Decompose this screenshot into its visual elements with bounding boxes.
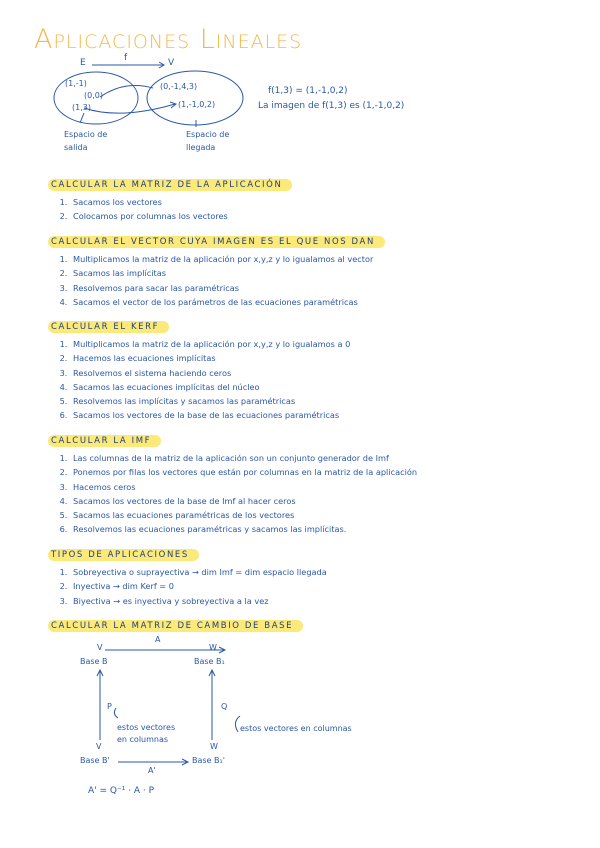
section-heading: CALCULAR LA IMF	[48, 435, 161, 447]
section-image	[48, 428, 417, 537]
domain-point-3: (1,3)	[72, 103, 91, 112]
list-item: 2. Inyectiva → dim Kerf = 0	[70, 579, 327, 593]
section-types	[48, 542, 327, 608]
base-change-formula: A' = Q⁻¹ · A · P	[88, 786, 155, 796]
codomain-caption: Espacio de llegada	[186, 130, 230, 152]
list-item: 2. Ponemos por filas los vectores que están por columnas en la matriz de la aplicación	[70, 465, 417, 479]
list-item: 2. Hacemos las ecuaciones implícitas	[70, 351, 350, 365]
codomain-point-2: (1,-1,0,2)	[178, 100, 216, 109]
steps-list	[48, 337, 350, 423]
domain-point-1: (1,-1)	[65, 79, 87, 88]
steps-list	[48, 451, 417, 537]
steps-list	[48, 565, 327, 608]
list-item: 6. Resolvemos las ecuaciones paramétricas y sacamos las implícitas.	[70, 522, 417, 536]
note-image-1: f(1,3) = (1,-1,0,2)	[268, 86, 348, 96]
right-note: estos vectores en columnas	[240, 724, 352, 733]
list-item: 3. Hacemos ceros	[70, 480, 417, 494]
top-arrow-label: A	[155, 635, 161, 644]
list-item: 1. Sacamos los vectores	[70, 195, 292, 209]
domain-point-2: (0,0)	[84, 91, 103, 100]
list-item: 5. Sacamos las ecuaciones paramétricas de los vectores	[70, 508, 417, 522]
section-heading: CALCULAR LA MATRIZ DE CAMBIO DE BASE	[48, 620, 303, 632]
list-item: 2. Colocamos por columnas los vectores	[70, 209, 292, 223]
list-item: 4. Sacamos las ecuaciones implícitas del núcleo	[70, 380, 350, 394]
codomain-set	[147, 71, 243, 125]
list-item: 4. Sacamos el vector de los parámetros de las ecuaciones paramétricas	[70, 295, 385, 309]
right-arrow-label: Q	[221, 702, 228, 711]
list-item: 6. Sacamos los vectores de la base de las ecuaciones paramétricas	[70, 408, 350, 422]
section-heading: CALCULAR EL KERF	[48, 321, 169, 333]
list-item: 5. Resolvemos las implícitas y sacamos las paramétricas	[70, 394, 350, 408]
top-right-space: W	[209, 643, 217, 652]
page-title: Aplicaciones Lineales	[34, 24, 303, 55]
section-heading: TIPOS DE APLICACIONES	[48, 549, 199, 561]
list-item: 3. Biyectiva → es inyectiva y sobreyectiva a la vez	[70, 594, 327, 608]
list-item: 4. Sacamos los vectores de la base de Imf al hacer ceros	[70, 494, 417, 508]
top-left-base: Base B	[80, 657, 108, 666]
list-item: 1. Multiplicamos la matriz de la aplicación por x,y,z y lo igualamos al vector	[70, 252, 385, 266]
bottom-right-space: W	[210, 742, 218, 751]
list-item: 3. Resolvemos para sacar las paramétricas	[70, 281, 385, 295]
list-item: 1. Las columnas de la matriz de la aplicación son un conjunto generador de Imf	[70, 451, 417, 465]
domain-caption-pointer	[80, 113, 84, 123]
steps-list	[48, 195, 292, 224]
list-item: 1. Sobreyectiva o suprayectiva → dim Imf = dim espacio llegada	[70, 565, 327, 579]
section-heading: CALCULAR EL VECTOR CUYA IMAGEN ES EL QUE NOS DAN	[48, 236, 385, 248]
bottom-right-base: Base B₁'	[192, 756, 225, 765]
section-base-change	[48, 613, 303, 632]
domain-caption: Espacio de salida	[64, 130, 108, 152]
section-matrix	[48, 172, 292, 224]
point-map-arrow	[100, 85, 153, 97]
note-image-2: La imagen de f(1,3) es (1,-1,0,2)	[258, 101, 405, 111]
codomain-point-1: (0,-1,4,3)	[160, 82, 198, 91]
left-note-pointer	[114, 708, 118, 718]
section-heading: CALCULAR LA MATRIZ DE LA APLICACIÓN	[48, 179, 292, 191]
bottom-left-base: Base B'	[80, 756, 110, 765]
domain-label: E	[80, 58, 86, 68]
list-item: 1. Multiplicamos la matriz de la aplicación por x,y,z y lo igualamos a 0	[70, 337, 350, 351]
section-preimage	[48, 229, 385, 309]
section-kernel	[48, 314, 350, 423]
left-arrow-label: P	[107, 702, 112, 711]
map-label: f	[124, 53, 128, 63]
top-right-base: Base B₁	[194, 657, 225, 666]
bottom-left-space: V	[96, 742, 102, 751]
bottom-arrow-label: A'	[148, 766, 156, 775]
list-item: 3. Resolvemos el sistema haciendo ceros	[70, 366, 350, 380]
top-left-space: V	[97, 643, 103, 652]
list-item: 2. Sacamos las implícitas	[70, 266, 385, 280]
steps-list	[48, 252, 385, 309]
codomain-label: V	[168, 58, 175, 68]
left-note: estos vectores en columnas	[117, 723, 176, 744]
